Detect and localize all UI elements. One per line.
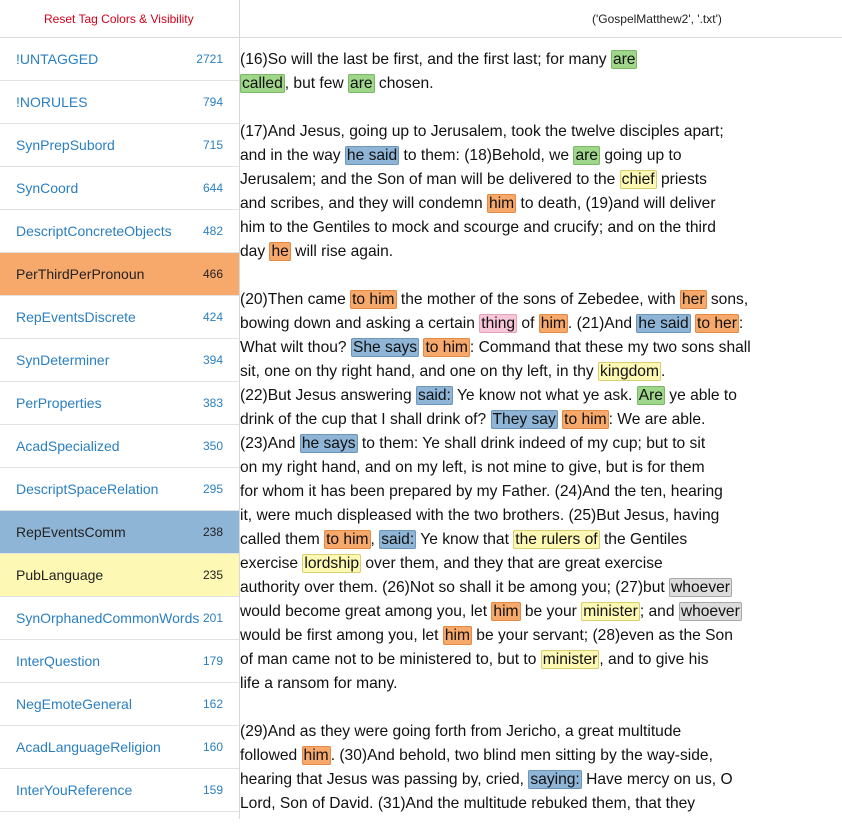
text-line — [240, 600, 838, 624]
text-line — [240, 408, 838, 432]
tag-count: 350 — [202, 439, 223, 453]
tagged-word[interactable]: thing — [481, 315, 516, 332]
document-filename: ('GospelMatthew2', '.txt') — [592, 12, 722, 26]
text-segment: hearing that Jesus was passing by, cried, — [240, 771, 529, 788]
tag-count: 179 — [202, 654, 223, 668]
document-text — [240, 48, 838, 840]
tag-count: 794 — [202, 95, 223, 109]
text-line — [240, 576, 838, 600]
tagged-word[interactable]: him — [493, 603, 519, 620]
tag-name: SynPrepSubord — [16, 137, 115, 153]
tagged-word[interactable]: he said — [638, 315, 689, 332]
tag-item[interactable] — [0, 124, 239, 167]
text-line — [240, 288, 838, 312]
tag-item[interactable] — [0, 81, 239, 124]
text-line — [240, 744, 838, 768]
text-segment: life a ransom for many. — [240, 675, 398, 692]
tag-count: 160 — [202, 740, 223, 754]
tag-count: 295 — [202, 482, 223, 496]
text-segment: the mother of the sons of Zebedee, with — [396, 291, 680, 308]
tag-name: !UNTAGGED — [16, 51, 99, 67]
text-segment: day — [240, 243, 270, 260]
tag-item[interactable] — [0, 296, 239, 339]
tag-item[interactable] — [0, 640, 239, 683]
text-line — [240, 672, 838, 696]
text-segment: would be first among you, let — [240, 627, 443, 644]
text-line — [240, 48, 838, 72]
text-line — [240, 384, 838, 408]
text-segment: to them: (18)Behold, we — [399, 147, 574, 164]
text-segment: (20)Then came — [240, 291, 351, 308]
text-segment: sons, — [706, 291, 749, 308]
tagged-word[interactable]: said: — [417, 387, 451, 404]
tag-name: InterQuestion — [16, 653, 101, 669]
tagged-word[interactable]: to him — [352, 291, 395, 308]
tag-count: 466 — [202, 267, 223, 281]
text-segment: (23)And — [240, 435, 300, 452]
tag-item[interactable] — [0, 167, 239, 210]
text-segment: . (21)And — [567, 315, 637, 332]
text-line — [240, 432, 838, 456]
document-header — [240, 0, 842, 38]
text-segment: bowing down and asking a certain — [240, 315, 480, 332]
text-segment: exercise — [240, 555, 303, 572]
tag-count: 715 — [202, 138, 223, 152]
text-segment: for whom it has been prepared by my Father. (24)And the ten, hearing — [240, 483, 723, 500]
tag-name: SynOrphanedCommonWords — [16, 610, 200, 626]
tag-count: 383 — [202, 396, 223, 410]
tagged-word[interactable]: saying: — [530, 771, 580, 788]
tagged-word[interactable]: he — [271, 243, 289, 260]
tag-item[interactable] — [0, 253, 239, 296]
text-segment: to them: Ye shall drink indeed of my cup; but to sit — [357, 435, 706, 452]
tag-count: 201 — [202, 611, 223, 625]
text-segment: be your servant; (28)even as the Son — [471, 627, 733, 644]
tagged-word[interactable]: are — [350, 75, 373, 92]
tag-item[interactable] — [0, 597, 239, 640]
tagged-word[interactable]: him — [303, 747, 329, 764]
tagged-word[interactable]: They say — [492, 411, 556, 428]
text-segment: , — [370, 531, 380, 548]
tag-item[interactable] — [0, 726, 239, 769]
tag-name: PerThirdPerPronoun — [16, 266, 145, 282]
text-line — [240, 720, 838, 744]
tag-name: !NORULES — [16, 94, 88, 110]
text-line — [240, 312, 838, 336]
text-line — [240, 768, 838, 792]
text-line — [240, 552, 838, 576]
text-line — [240, 336, 838, 360]
tag-name: PubLanguage — [16, 567, 104, 583]
tagged-word[interactable]: She says — [352, 339, 418, 356]
tag-name: SynDeterminer — [16, 352, 110, 368]
tag-item[interactable] — [0, 210, 239, 253]
tag-count: 162 — [202, 697, 223, 711]
tag-name: AcadLanguageReligion — [16, 739, 161, 755]
tagged-word[interactable]: lordship — [304, 555, 360, 572]
tagged-word[interactable]: he said — [346, 147, 398, 164]
text-segment: Lord, Son of David. (31)And the multitude rebuked them, that they — [240, 795, 696, 812]
tagged-word[interactable]: said: — [381, 531, 415, 548]
text-segment: authority over them. (26)Not so shall it be among you; (27)but — [240, 579, 670, 596]
tag-item[interactable] — [0, 769, 239, 812]
text-line — [240, 144, 838, 168]
text-line — [240, 624, 838, 648]
tagged-word[interactable]: the rulers of — [515, 531, 598, 548]
text-segment: of — [517, 315, 539, 332]
text-segment: . — [660, 363, 666, 380]
text-segment: chosen. — [374, 75, 434, 92]
text-line — [240, 72, 838, 96]
tagged-word[interactable]: minister — [542, 651, 598, 668]
tag-item[interactable] — [0, 554, 239, 597]
tagged-word[interactable]: are — [612, 51, 636, 68]
tag-count: 644 — [202, 181, 223, 195]
text-segment: it, were much displeased with the two brothers. (25)But Jesus, having — [240, 507, 720, 524]
text-segment: on my right hand, and on my left, is not mine to give, but is for them — [240, 459, 705, 476]
paragraph — [240, 48, 838, 96]
text-segment: Ye know that — [416, 531, 514, 548]
text-line — [240, 168, 838, 192]
text-segment: will rise again. — [290, 243, 394, 260]
tag-name: AcadSpecialized — [16, 438, 120, 454]
text-line — [240, 120, 838, 144]
text-segment: (16)So will the last be first, and the first last; for many — [240, 51, 611, 68]
tagged-word[interactable]: to her — [697, 315, 737, 332]
text-segment: , and to give his — [599, 651, 709, 668]
reset-tag-colors-button[interactable]: Reset Tag Colors & Visibility — [0, 0, 239, 38]
tagged-word[interactable]: whoever — [671, 579, 730, 596]
text-segment: and scribes, and they will condemn — [240, 195, 488, 212]
tagged-word[interactable]: called — [242, 75, 283, 92]
tag-item[interactable] — [0, 382, 239, 425]
tagged-word[interactable]: kingdom — [600, 363, 659, 380]
tagged-word[interactable]: he says — [301, 435, 356, 452]
tagged-word[interactable]: are — [575, 147, 598, 164]
tag-item[interactable] — [0, 683, 239, 726]
tag-list — [0, 38, 239, 812]
text-line — [240, 360, 838, 384]
text-segment: (17)And Jesus, going up to Jerusalem, took the twelve disciples apart; — [240, 123, 724, 140]
tag-name: PerProperties — [16, 395, 102, 411]
tag-item[interactable] — [0, 511, 239, 554]
text-segment: Jerusalem; and the Son of man will be delivered to the — [240, 171, 620, 188]
text-segment: : — [738, 315, 744, 332]
tagged-word[interactable]: him — [489, 195, 515, 212]
tag-count: 424 — [202, 310, 223, 324]
tag-name: RepEventsComm — [16, 524, 126, 540]
tagged-word[interactable]: him — [444, 627, 470, 644]
tag-count: 235 — [202, 568, 223, 582]
paragraph — [240, 120, 838, 264]
text-segment: over them, and they that are great exercise — [361, 555, 663, 572]
text-line — [240, 792, 838, 816]
tagged-word[interactable]: to him — [326, 531, 369, 548]
tagged-word[interactable]: whoever — [680, 603, 740, 620]
text-segment: and in the way — [240, 147, 345, 164]
text-line — [240, 240, 838, 264]
tag-count: 2721 — [196, 52, 223, 66]
text-segment: drink of the cup that I shall drink of? — [240, 411, 491, 428]
tagged-word[interactable]: minister — [583, 603, 638, 620]
tag-item[interactable] — [0, 339, 239, 382]
tag-name: NegEmoteGeneral — [16, 696, 132, 712]
text-line — [240, 192, 838, 216]
text-segment: be your — [520, 603, 582, 620]
text-segment: Have mercy on us, O — [581, 771, 733, 788]
tag-item[interactable] — [0, 468, 239, 511]
tagged-word[interactable]: Are — [638, 387, 663, 404]
text-segment: : Command that these my two sons shall — [469, 339, 751, 356]
tagged-word[interactable]: him — [540, 315, 566, 332]
paragraph — [240, 720, 838, 816]
text-line — [240, 504, 838, 528]
tag-name: InterYouReference — [16, 782, 133, 798]
text-segment: . (30)And behold, two blind men sitting by the way-side, — [330, 747, 713, 764]
text-segment: to death, (19)and will deliver — [516, 195, 716, 212]
text-line — [240, 216, 838, 240]
tagged-word[interactable]: her — [682, 291, 705, 308]
tag-count: 238 — [202, 525, 223, 539]
tag-count: 394 — [202, 353, 223, 367]
text-line — [240, 648, 838, 672]
tag-count: 159 — [202, 783, 223, 797]
text-line — [240, 480, 838, 504]
tag-name: SynCoord — [16, 180, 79, 196]
text-segment: the Gentiles — [599, 531, 688, 548]
text-segment: sit, one on thy right hand, and one on thy left, in thy — [240, 363, 599, 380]
text-segment: going up to — [599, 147, 682, 164]
text-segment: , but few — [284, 75, 349, 92]
text-segment: him to the Gentiles to mock and scourge and crucify; and on the third — [240, 219, 716, 236]
text-segment: would become great among you, let — [240, 603, 492, 620]
tag-item[interactable] — [0, 425, 239, 468]
text-segment: : We are able. — [608, 411, 706, 428]
tagged-word[interactable]: to him — [425, 339, 468, 356]
tag-count: 482 — [202, 224, 223, 238]
tag-item[interactable] — [0, 38, 239, 81]
text-line — [240, 528, 838, 552]
text-segment: of man came not to be ministered to, but to — [240, 651, 541, 668]
text-segment: (29)And as they were going forth from Jericho, a great multitude — [240, 723, 682, 740]
tag-name: DescriptConcreteObjects — [16, 223, 172, 239]
text-segment: called them — [240, 531, 325, 548]
text-segment: followed — [240, 747, 302, 764]
text-segment: ; and — [639, 603, 679, 620]
text-segment: priests — [656, 171, 707, 188]
text-segment: (22)But Jesus answering — [240, 387, 416, 404]
paragraph — [240, 288, 838, 696]
tag-name: DescriptSpaceRelation — [16, 481, 159, 497]
text-line — [240, 456, 838, 480]
tag-sidebar — [0, 0, 240, 819]
tagged-word[interactable]: to him — [564, 411, 607, 428]
tag-name: RepEventsDiscrete — [16, 309, 136, 325]
text-segment: Ye know not what ye ask. — [452, 387, 637, 404]
tagged-word[interactable]: chief — [621, 171, 655, 188]
text-segment: ye able to — [664, 387, 737, 404]
text-segment: What wilt thou? — [240, 339, 351, 356]
